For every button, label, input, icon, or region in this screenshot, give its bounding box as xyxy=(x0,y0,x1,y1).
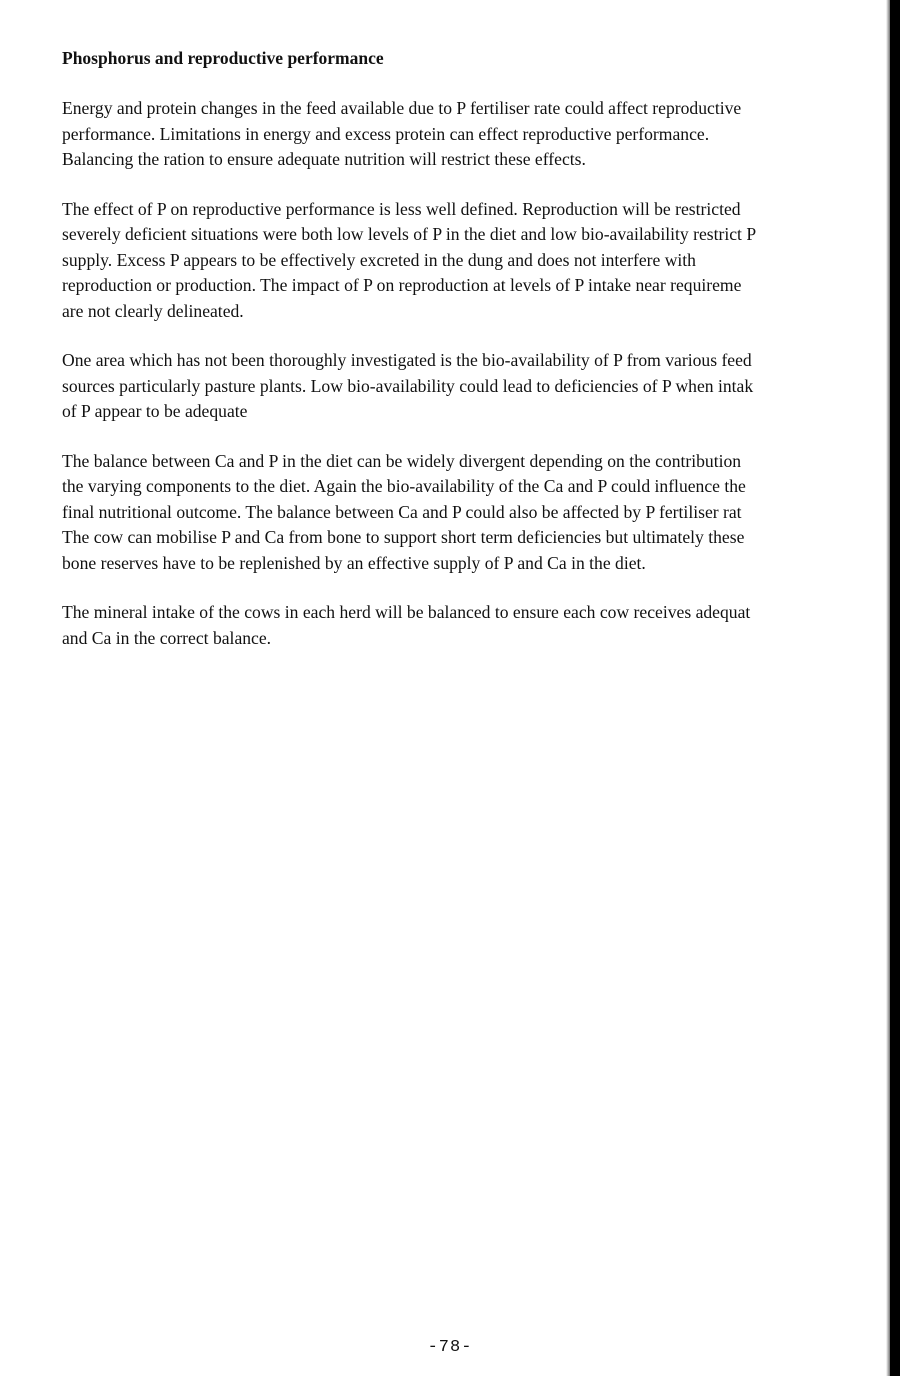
text-line: Balancing the ration to ensure adequate nutrition will restrict these effects. xyxy=(62,149,586,169)
text-line: sources particularly pasture plants. Low bio-availability could lead to deficiencies of P when intak xyxy=(62,375,754,396)
text-line: One area which has not been thoroughly investigated is the bio-availability of P from various feed xyxy=(62,350,752,370)
text-line: reproduction or production. The impact of P on reproduction at levels of P intake near requireme xyxy=(62,275,742,295)
text-line: and Ca in the correct balance. xyxy=(62,627,272,648)
paragraph-effect-of-p xyxy=(62,197,900,325)
section-heading: Phosphorus and reproductive performance xyxy=(62,48,384,68)
page-number: -78- xyxy=(427,1338,473,1357)
text-line: of P appear to be adequate xyxy=(62,401,248,421)
text-line: performance. Limitations in energy and excess protein can effect reproductive performance. xyxy=(62,123,710,144)
page-content xyxy=(62,46,900,675)
paragraph-mineral-intake xyxy=(62,600,900,651)
paragraph-bio-availability xyxy=(62,348,900,425)
text-line: are not clearly delineated. xyxy=(62,300,244,321)
paragraph-energy-protein xyxy=(62,96,900,173)
paragraph-ca-p-balance xyxy=(62,449,900,577)
text-line: Energy and protein changes in the feed available due to P fertiliser rate could affect reproductive xyxy=(62,98,742,118)
text-line: The mineral intake of the cows in each herd will be balanced to ensure each cow receives adequat xyxy=(62,602,751,622)
scan-edge-border xyxy=(890,0,900,1376)
text-line: severely deficient situations were both low levels of P in the diet and low bio-availability restrict P xyxy=(62,224,757,244)
text-line: The cow can mobilise P and Ca from bone to support short term deficiencies but ultimately these xyxy=(62,527,745,547)
text-line: bone reserves have to be replenished by an effective supply of P and Ca in the diet. xyxy=(62,552,646,573)
text-line: The effect of P on reproductive performance is less well defined. Reproduction will be restricted xyxy=(62,198,741,219)
text-line: final nutritional outcome. The balance between Ca and P could also be affected by P fertiliser rat xyxy=(62,501,742,522)
text-line: supply. Excess P appears to be effectively excreted in the dung and does not interfere with xyxy=(62,249,696,270)
text-line: The balance between Ca and P in the diet can be widely divergent depending on the contribution xyxy=(62,450,742,471)
text-line: the varying components to the diet. Again the bio-availability of the Ca and P could influence the xyxy=(62,476,746,496)
